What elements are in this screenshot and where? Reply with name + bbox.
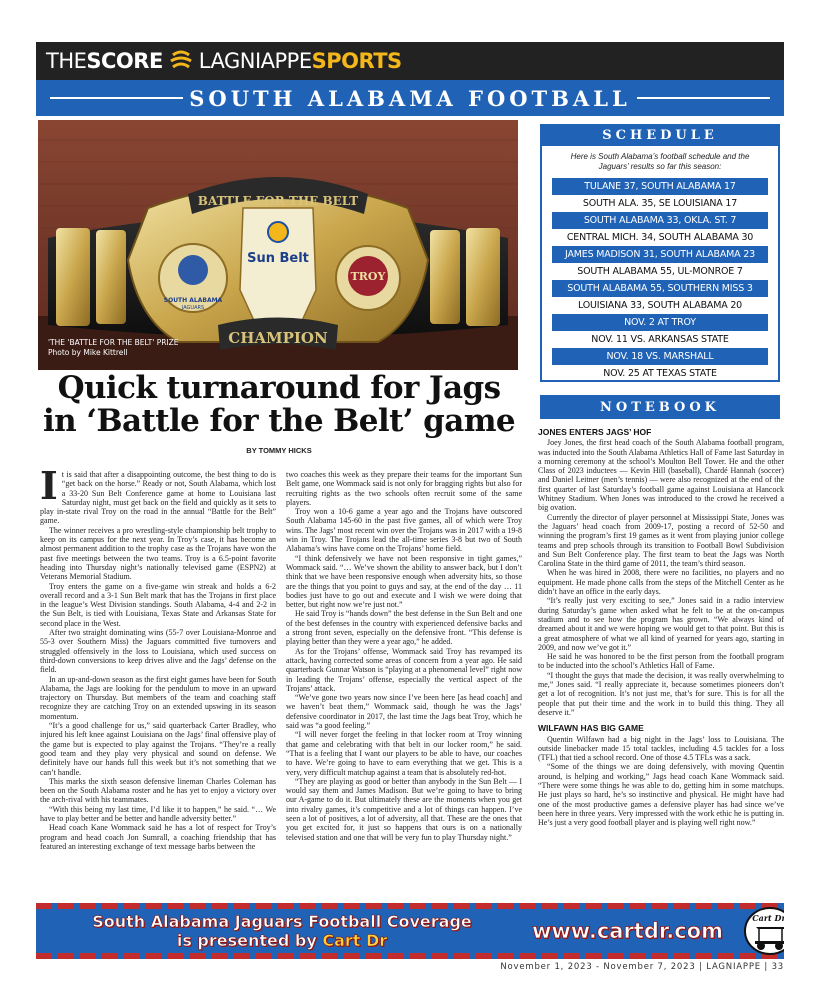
- notebook-paragraph: “I thought the guys that made the decision, it was really overwhelming to me,” Jones said. “I really appreciate it, because sometimes pioneers don’t get a lot of recognition. It’s not just me, that’s for sure. This is for all the people that put their time and the work in to build this thing. They all deserve it.”: [538, 670, 784, 717]
- article-headline: [36, 372, 522, 438]
- masthead-the-score: THESCORE: [46, 49, 163, 73]
- article-paragraph: “We’ve gone two years now since I’ve been here [as head coach] and we haven’t beat them,” Wommack said, though he was the Jags’ defensive coordinator in 2017, the last time the Jags beat Troy, which he said was “a good feeling.”: [286, 693, 522, 731]
- article-paragraph: He said Troy is “hands down” the best defense in the Sun Belt and one of the best defenses in the country with experienced defensive backs and a strong front seven, especially on the defensive front. “This defense is playing better than they were a year ago,” he added.: [286, 609, 522, 647]
- article-paragraph: “I will never forget the feeling in that locker room at Troy winning that game and celebrating with that belt in our locker room,” he said. “That is a feeling that I want our players to be able to have, our coaches to have. We’re going to have to earn everything that we get. This is a very, very difficult matchup against a team that is absolutely red-hot.: [286, 730, 522, 777]
- notebook-paragraph: “Some of the things we are doing defensively, with moving Quentin around, is helping and working,” Jags head coach Kane Wommack said. “There were some things he was able to do, getting him in some matchups. He just plays so hard, he’s so instinctive and physical. He might have had one of the most productive games a defensive player has had since we’ve been here in three years. Very impressed with the work ethic he is putting in. He’s just a very good football player and is playing well right now.”: [538, 762, 784, 828]
- article-paragraph: “It’s a good challenge for us,” said quarterback Carter Bradley, who injured his left knee against Louisiana on the Jags’ final offensive play of the game but is expected to play against the Trojans. “They’re a really good team and they play very physical and sound on defense. We definitely have our hands full this week but it’s not something that we can’t handle.: [40, 721, 276, 777]
- banner-rule-left: [50, 97, 183, 99]
- article-paragraph: “I think defensively we have not been responsive in tight games,” Wommack said. “… We’ve shown the ability to answer back, but I don’t think that we have been responsive enough when adversity hits, so those are the things that you point to guys and say, at the end of the day … 11 bodies just have to go out and execute and I wish we were doing that better, but right now we’re just not.”: [286, 553, 522, 610]
- notebook-paragraph: He said he was honored to be the first person from the football program to be inducted into the school’s Athletics Hall of Fame.: [538, 652, 784, 671]
- schedule-game: SOUTH ALABAMA 55, SOUTHERN MISS 3: [552, 280, 768, 297]
- masthead: [36, 42, 784, 80]
- schedule-title: SCHEDULE: [602, 127, 718, 143]
- section-banner: [36, 80, 784, 116]
- article-column-1: [40, 470, 276, 920]
- photo-caption-block: [48, 338, 179, 358]
- schedule-game: NOV. 11 VS. ARKANSAS STATE: [591, 334, 729, 345]
- schedule-intro: Here is South Alabama’s football schedule and the Jaguars’ results so far this season:: [570, 152, 750, 171]
- notebook-body: [538, 428, 784, 890]
- belt-photo: [38, 120, 518, 370]
- article-paragraph: In an up-and-down season as the first eight games have been for South Alabama, the Jags are looking for the pendulum to move in an upward trajectory on Thursday. But members of the team and coaching staff recognize they are catching Troy on an extended upswing in its season momentum.: [40, 674, 276, 721]
- article-byline: BY TOMMY HICKS: [246, 446, 312, 455]
- schedule-game: SOUTH ALABAMA 55, UL-MONROE 7: [577, 266, 743, 277]
- ad-tagline: South Alabama Jaguars Football Coverage is presented by Cart Dr: [92, 912, 472, 950]
- belt-left-subtext: JAGUARS: [181, 305, 205, 311]
- cart-logo-text: Cart Dr.: [752, 913, 788, 923]
- golf-cart-logo-icon: [744, 907, 788, 955]
- ad-brand: Cart Dr: [322, 931, 388, 950]
- schedule-game: LOUISIANA 33, SOUTH ALABAMA 20: [577, 300, 743, 311]
- drop-cap: I: [40, 470, 58, 508]
- article-paragraph: The winner receives a pro wrestling-style championship belt trophy to keep on its campus for the next year. In Troy’s case, it has become an almost permanent addition to the trophy case as the Trojans have won the past five meetings between the two teams. Troy is a 6.5-point favorite heading into Thursday night’s nationally televised game (ESPN2) at Veterans Memorial Stadium.: [40, 525, 276, 582]
- notebook-paragraph: “It’s really just very exciting to see,” Jones said in a radio interview during Saturday’s game when asked what he felt to be at the on-campus stadium and to see how the program has grown. “We always kind of dreamed about it and we were hoping we would get to that point. But this is a great atmosphere of what we all kind of yearned for years ago, starting in 2009, and now we’ve got it.”: [538, 596, 784, 652]
- lagniappe-swirl-icon: [167, 47, 195, 75]
- schedule-game: JAMES MADISON 31, SOUTH ALABAMA 23: [552, 246, 768, 263]
- masthead-lagniappe-sports: LAGNIAPPESPORTS: [198, 49, 402, 73]
- schedule-header: [540, 124, 780, 146]
- ad-url-link[interactable]: www.cartdr.com: [532, 919, 723, 943]
- article-paragraph: After two straight dominating wins (55-7 over Louisiana-Monroe and 55-3 over Southern Miss) the Jaguars committed five turnovers and struggled offensively in the loss to Louisiana, which used success on third-down conversions to keep drives alive and the Jags’ defense on the field.: [40, 628, 276, 675]
- belt-bottom-text: CHAMPION: [228, 329, 328, 347]
- article-paragraph: It is said that after a disappointing outcome, the best thing to do is “get back on the horse.” Ready or not, South Alabama, which lost a 33-20 Sun Belt Conference game at home to Louisiana last Saturday night, must get back on the field and quickly as it sets to play in-state rival Troy on the road in the annual “Battle for the Belt” game.: [40, 470, 276, 526]
- schedule-box: [540, 146, 780, 382]
- headline-line-2: in ‘Battle for the Belt’ game: [42, 403, 516, 439]
- article-column-2: [286, 470, 522, 898]
- article-paragraph: Troy won a 10-6 game a year ago and the Trojans have outscored South Alabama 145-60 in the past five games, all of which were Troy wins. The Jags’ most recent win over the Trojans was in 2017 with a 19-8 win in Troy. The Trojans lead the all-time series 3-8 but two of South Alabama’s wins have come on the Trojans’ home field.: [286, 507, 522, 554]
- notebook-paragraph: Joey Jones, the first head coach of the South Alabama football program, was inducted into the South Alabama Athletics Hall of Fame last Saturday in a morning ceremony at the school’s Moulton Bell Tower. He and the other Class of 2023 inductees — Kevin Hill (baseball), Chardé Hannah (soccer) and Daniel Leitner (men’s tennis) — were also recognized at the end of the first quarter of last Saturday’s football game against Louisiana at Hancock Whitney Stadium. When Jones was introduced to the crowd he received a big ovation.: [538, 438, 784, 513]
- article-paragraph: “With this being my last time, I’d like it to happen,” he said. “… We have to play better and be better and handle adversity better.”: [40, 804, 276, 823]
- belt-left-text: SOUTH ALABAMA: [163, 297, 223, 304]
- section-title: SOUTH ALABAMA FOOTBALL: [189, 85, 631, 111]
- article-paragraph: Troy enters the game on a five-game win streak and holds a 6-2 overall record and a 3-1 Sun Belt mark that has the Trojans in first place in the league’s West Division standings. South Alabama, 4-4 and 2-2 in the Sun Belt, is tied with Louisiana, Texas State and Arkansas State for second place in the West.: [40, 581, 276, 628]
- article-paragraph: “They are playing as good or better than anybody in the Sun Belt — I would say them and James Madison. But we’re going to have to bring our A-game to do it. But ultimately these are the moments when you get into rivalry games, it’s competitive and a lot of things can happen. I’ve seen a lot of positives, a lot of adversity, all that. These are the ones that you get excited for, it just so happens that ours is on a nationally televised station and one that will be very fun to play Thursday night.”: [286, 776, 522, 842]
- article-paragraph: This marks the sixth season defensive lineman Charles Coleman has been on the South Alabama roster and he has yet to enjoy a victory over the arch-rival with his teammates.: [40, 776, 276, 805]
- article-paragraph: Head coach Kane Wommack said he has a lot of respect for Troy’s program and head coach Jon Sumrall, a coaching friendship that has featured an interesting exchange of text message barbs between the: [40, 823, 276, 851]
- headline-line-1: Quick turnaround for Jags: [57, 370, 501, 406]
- schedule-game: CENTRAL MICH. 34, SOUTH ALABAMA 30: [566, 232, 754, 243]
- banner-rule-right: [637, 97, 770, 99]
- photo-caption: 'THE 'BATTLE FOR THE BELT' PRIZE: [48, 338, 179, 347]
- notebook-header: [540, 395, 780, 419]
- article-paragraph: As for the Trojans’ offense, Wommack said Troy has revamped its attack, having corrected some areas of concern from a year ago. He said quarterback Gunnar Watson is “playing at a phenomenal level” right now in leading the Trojans’ offense, especially the vertical aspect of the Trojans’ attack.: [286, 646, 522, 693]
- schedule-game: TULANE 37, SOUTH ALABAMA 17: [552, 178, 768, 195]
- schedule-game: NOV. 18 VS. MARSHALL: [552, 348, 768, 365]
- ad-stripe-top: [36, 903, 784, 909]
- schedule-game: SOUTH ALA. 35, SE LOUISIANA 17: [582, 198, 738, 209]
- belt-illustration: [38, 120, 518, 370]
- belt-top-text: BATTLE FOR THE BELT: [197, 194, 359, 208]
- notebook-heading-1: JONES ENTERS JAGS’ HOF: [538, 428, 652, 437]
- belt-right-text: TROY: [350, 270, 386, 283]
- notebook-title: NOTEBOOK: [600, 399, 720, 415]
- notebook-heading-2: WILFAWN HAS BIG GAME: [538, 723, 644, 734]
- ad-stripe-bottom: [36, 953, 784, 959]
- notebook-paragraph: Quentin Wilfawn had a big night in the Jags’ loss to Louisiana. The outside linebacker made 15 total tackles, including 4.5 tackles for a loss (TFL) that tied a school record. One of those 4.5 TFLs was a sack.: [538, 734, 784, 763]
- page-footer: November 1, 2023 - November 7, 2023 | LAGNIAPPE | 33: [500, 962, 784, 972]
- schedule-game: NOV. 2 AT TROY: [552, 314, 768, 331]
- notebook-paragraph: When he was hired in 2008, there were no facilities, no players and no equipment. He made phone calls from the steps of the Mitchell Center as he didn’t have an office in the early days.: [538, 568, 784, 597]
- article-paragraph: two coaches this week as they prepare their teams for the important Sun Belt game, one Wommack said is not only for bragging rights but also for recruiting rights as the two schools often recruit some of the same players.: [286, 470, 522, 507]
- belt-center-text: Sun Belt: [247, 251, 309, 266]
- schedule-game: NOV. 25 AT TEXAS STATE: [603, 368, 717, 379]
- photo-credit: Photo by Mike Kittrell: [48, 348, 128, 357]
- cart-dr-advertisement[interactable]: [36, 903, 788, 959]
- schedule-game: SOUTH ALABAMA 33, OKLA. ST. 7: [552, 212, 768, 229]
- notebook-paragraph: Currently the director of player personnel at Mississippi State, Jones was the Jaguars’ head coach from 2009-17, posting a record of 52-50 and winning the program’s first 19 games as it went from playing junior college teams and prep schools through its transition to Football Bowl Subdivision and Sun Belt Conference play. The first team to beat the Jags was North Carolina State in the third game of 2011, the team’s third season.: [538, 512, 784, 569]
- schedule-list: [542, 178, 778, 382]
